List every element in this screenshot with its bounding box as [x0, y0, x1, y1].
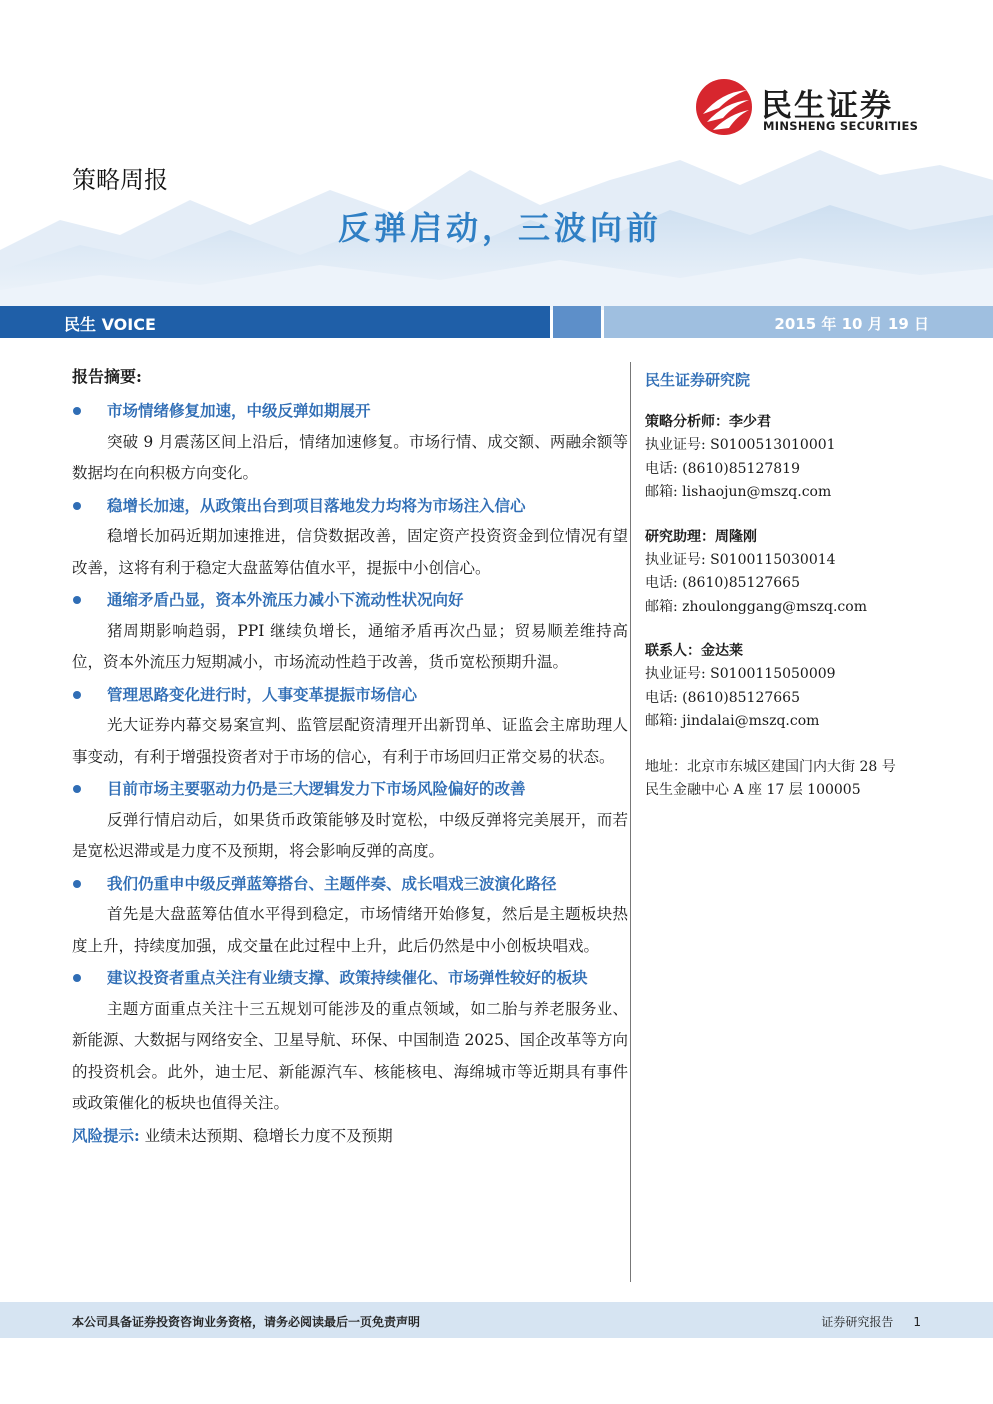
contact-role: 策略分析师：李少君	[645, 414, 771, 430]
contact-email: 邮箱: lishaojun@mszq.com	[645, 484, 832, 500]
report-title: 反弹启动，三波向前	[337, 209, 662, 247]
contact-phone: 电话: (8610)85127819	[645, 460, 800, 477]
contact-cert: 执业证号: S0100513010001	[645, 437, 836, 453]
summary-list	[72, 395, 628, 1120]
summary-item-body: 首先是大盘蓝筹估值水平得到稳定，市场情绪开始修复，然后是主题板块热度上升，持续度加强，成交量在此过程中上升，此后仍然是中小创板块唱戏。	[72, 905, 628, 955]
contact-role: 联系人：金达莱	[645, 643, 743, 659]
contact-email: 邮箱: zhoulonggang@mszq.com	[645, 598, 867, 615]
summary-item-heading-text: 我们仍重申中级反弹蓝筹搭台、主题伴奏、成长唱戏三波演化路径	[107, 873, 557, 893]
address-line: 地址：北京市东城区建国门内大街 28 号	[645, 758, 896, 775]
summary-item-heading-text: 建议投资者重点关注有业绩支撑、政策持续催化、市场弹性较好的板块	[107, 968, 588, 987]
company-logo	[695, 78, 935, 138]
bullet-icon	[73, 785, 81, 793]
bullet-icon	[73, 596, 81, 604]
summary-item-heading	[72, 868, 628, 900]
contact-phone: 电话: (8610)85127665	[645, 575, 800, 591]
contact-card	[645, 410, 945, 505]
contact-card	[645, 639, 945, 734]
summary-item-heading-text: 目前市场主要驱动力仍是三大逻辑发力下市场风险偏好的改善	[107, 779, 526, 798]
summary-section	[72, 365, 628, 1152]
band-label: 民生 VOICE	[64, 315, 156, 334]
summary-item-heading	[72, 490, 628, 522]
address	[645, 756, 945, 803]
minsheng-logo-icon	[695, 78, 753, 136]
bullet-icon	[73, 974, 81, 982]
summary-item-body: 主题方面重点关注十三五规划可能涉及的重点领域，如二胎与养老服务业、新能源、大数据与网络安全、卫星导航、环保、中国制造 2025、国企改革等方向的投资机会。此外，迪士尼、新能源汽车、核能核电、海绵城市等近期具有事件或政策催化的板块也值得关注。	[72, 999, 628, 1112]
bullet-icon	[73, 880, 81, 888]
institute-name: 民生证券研究院	[645, 371, 751, 389]
sidebar	[645, 364, 945, 803]
summary-item-heading-text: 稳增长加速，从政策出台到项目落地发力均将为市场注入信心	[107, 495, 526, 515]
footer-info	[821, 1313, 921, 1330]
summary-item-heading	[72, 584, 628, 616]
summary-item-heading	[72, 962, 628, 994]
logo-chinese-name: 民生证券	[761, 88, 893, 124]
contact-cert: 执业证号: S0100115050009	[645, 666, 836, 682]
contact-list	[645, 410, 945, 734]
report-type: 策略周报	[72, 166, 168, 194]
summary-item-body: 猪周期影响趋弱，PPI 继续负增长，通缩矛盾再次凸显；贸易顺差维持高位，资本外流压力短期减小，市场流动性趋于改善，货币宽松预期升温。	[72, 621, 628, 671]
contact-role: 研究助理：周隆刚	[645, 528, 757, 545]
summary-item-body: 突破 9 月震荡区间上沿后，情绪加速修复。市场行情、成交额、两融余额等数据均在向积极方向变化。	[72, 432, 628, 482]
summary-item-body: 光大证券内幕交易案宣判、监管层配资清理开出新罚单、证监会主席助理人事变动，有利于增强投资者对于市场的信心，有利于市场回归正常交易的状态。	[72, 716, 628, 766]
bullet-icon	[73, 502, 81, 510]
column-divider	[630, 362, 631, 1282]
contact-card	[645, 525, 945, 620]
bullet-icon	[73, 407, 81, 415]
summary-item-heading	[72, 679, 628, 711]
risk-warning	[72, 1120, 628, 1153]
contact-cert: 执业证号: S0100115030014	[645, 551, 836, 568]
contact-email: 邮箱: jindalai@mszq.com	[645, 713, 820, 729]
logo-english-name: MINSHENG SECURITIES	[763, 119, 919, 133]
report-date: 2015 年 10 月 19 日	[774, 315, 929, 333]
summary-item-body: 反弹行情启动后，如果货币政策能够及时宽松，中级反弹将完美展开，而若是宽松迟滞或是力度不及预期，将会影响反弹的高度。	[72, 810, 628, 860]
contact-phone: 电话: (8610)85127665	[645, 689, 800, 706]
page-number: 1	[913, 1315, 921, 1329]
summary-item-heading	[72, 773, 628, 805]
footer-report-type: 证券研究报告	[821, 1315, 894, 1329]
summary-item-body: 稳增长加码近期加速推进，信贷数据改善，固定资产投资资金到位情况有望改善，这将有利于稳定大盘蓝筹估值水平，提振中小创信心。	[72, 527, 628, 577]
summary-heading: 报告摘要:	[72, 367, 142, 386]
summary-item-heading-text: 通缩矛盾凸显，资本外流压力减小下流动性状况向好	[107, 590, 464, 609]
risk-label: 风险提示:	[72, 1125, 140, 1145]
summary-item-heading-text: 管理思路变化进行时，人事变革提振市场信心	[107, 684, 418, 704]
footer-disclaimer: 本公司具备证券投资咨询业务资格，请务必阅读最后一页免责声明	[72, 1315, 421, 1329]
address-line: 民生金融中心 A 座 17 层 100005	[645, 782, 861, 798]
bullet-icon	[73, 691, 81, 699]
summary-item-heading-text: 市场情绪修复加速，中级反弹如期展开	[107, 401, 371, 420]
risk-text: 业绩未达预期、稳增长力度不及预期	[144, 1126, 393, 1145]
summary-item-heading	[72, 395, 628, 427]
